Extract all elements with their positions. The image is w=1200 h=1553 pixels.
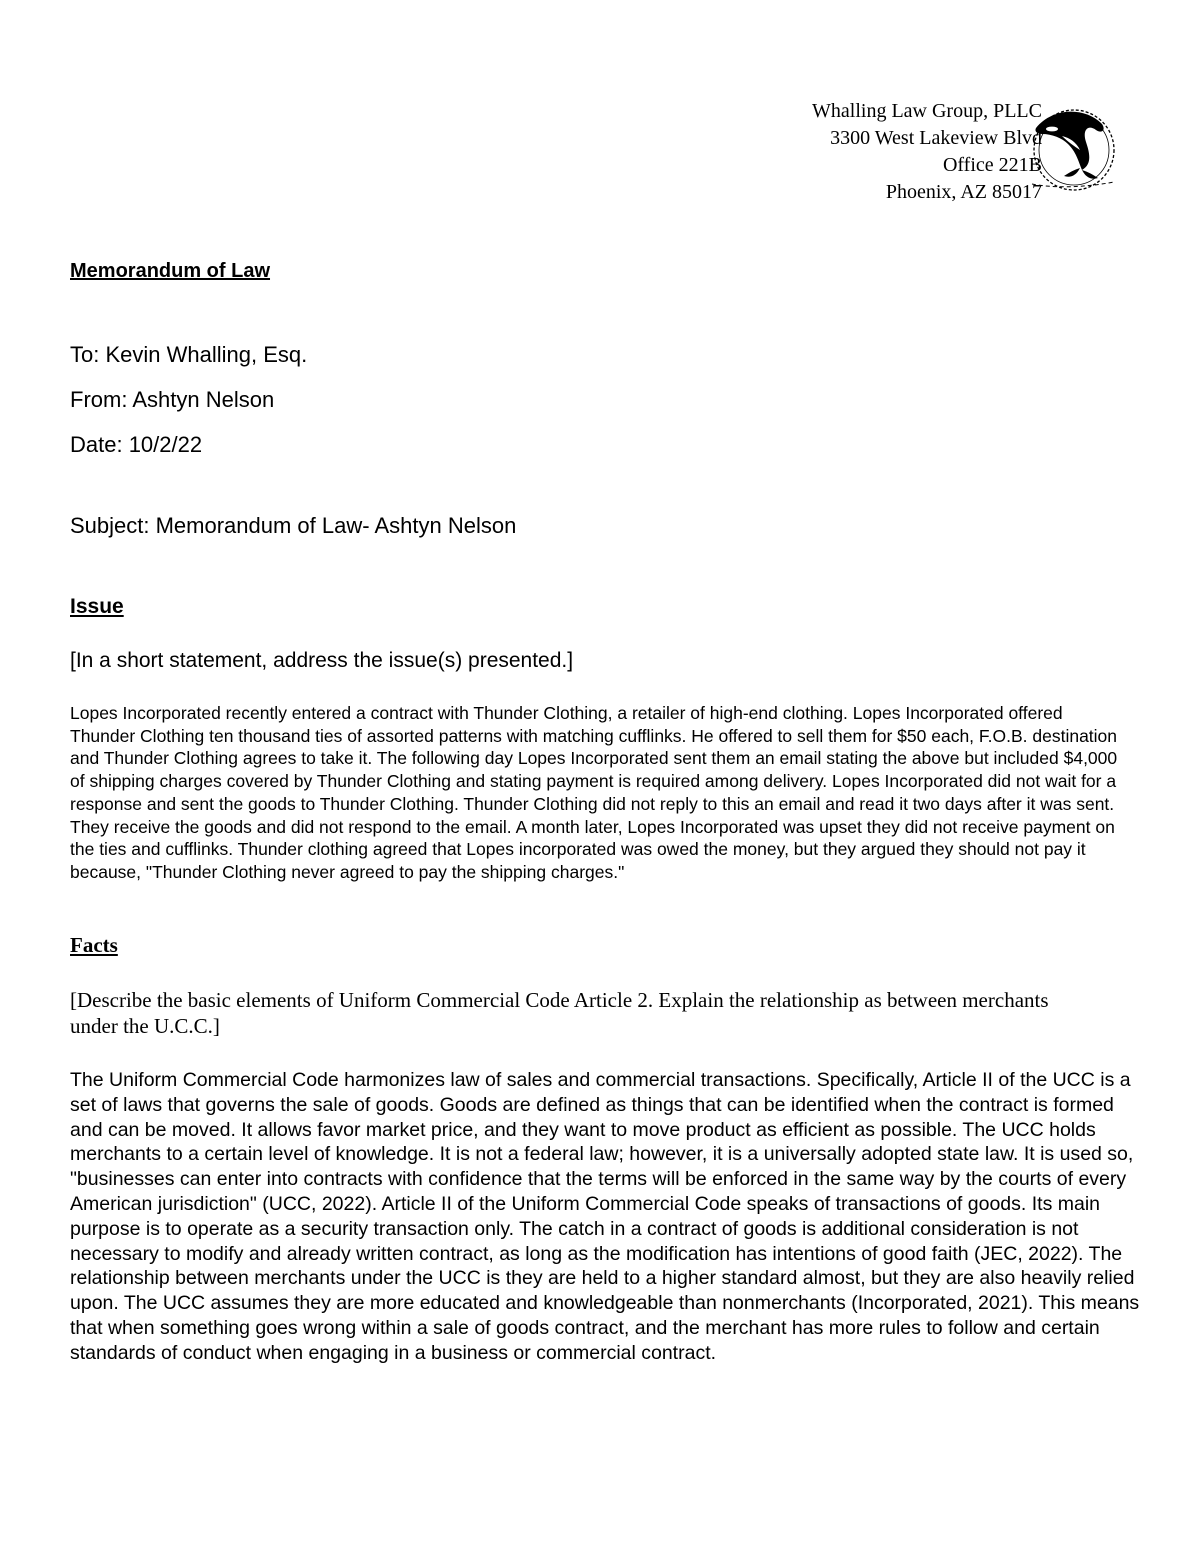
letterhead-address	[812, 98, 1042, 206]
office-number: Office 221B	[942, 154, 1042, 176]
memo-title: Memorandum of Law	[70, 260, 271, 282]
facts-prompt: [Describe the basic elements of Uniform Commercial Code Article 2. Explain the relationship as between merchants under the U.C.C.]	[70, 988, 1049, 1038]
issue-prompt: [In a short statement, address the issue(s) presented.]	[70, 649, 574, 672]
memo-from-line: From: Ashtyn Nelson	[70, 387, 275, 412]
orca-seal-icon	[1022, 100, 1118, 204]
memo-to-line: To: Kevin Whalling, Esq.	[70, 342, 308, 367]
facts-body-paragraph: The Uniform Commercial Code harmonizes law of sales and commercial transactions. Specifically, Article II of the UCC is a set of laws that governs the sale of goods. Goods are defined as things that can be identified when the contract is formed and can be moved. It allows favor market price, and they want to move product as efficient as possible. The UCC holds merchants to a certain level of knowledge. It is not a federal law; however, it is a universally adopted state law. It is used so, "businesses can enter into contracts with confidence that the terms will be enforced in the same way by the courts of every American jurisdiction" (UCC, 2022). Article II of the Uniform Commercial Code speaks of transactions of goods. Its main purpose is to operate as a security transaction only. The catch in a contract of goods is additional consideration is not necessary to modify and already written contract, as long as the modification has intentions of good faith (JEC, 2022). The relationship between merchants under the UCC is they are held to a higher standard almost, but they are also heavily relied upon. The UCC assumes they are more educated and knowledgeable than nonmerchants (Incorporated, 2021). This means that when something goes wrong within a sale of goods contract, and the merchant has more rules to follow and certain standards of conduct when engaging in a business or commercial contract.	[70, 1069, 1140, 1364]
facts-heading: Facts	[70, 933, 118, 957]
firm-name: Whalling Law Group, PLLC	[812, 100, 1042, 122]
memo-subject-line: Subject: Memorandum of Law- Ashtyn Nelson	[70, 513, 517, 538]
street-address: 3300 West Lakeview Blvd	[830, 127, 1042, 149]
city-state-zip: Phoenix, AZ 85017	[885, 181, 1042, 203]
issue-body-paragraph: Lopes Incorporated recently entered a contract with Thunder Clothing, a retailer of high-end clothing. Lopes Incorporated offered Thunder Clothing ten thousand ties of assorted patterns with matching cufflinks. He offered to sell them for $50 each, F.O.B. destination and Thunder Clothing agrees to take it. The following day Lopes Incorporated sent them an email stating the above but included $4,000 of shipping charges covered by Thunder Clothing and stating payment is required among delivery. Lopes Incorporated did not wait for a response and sent the goods to Thunder Clothing. Thunder Clothing did not reply to this an email and read it two days after it was sent. They receive the goods and did not respond to the email. A month later, Lopes Incorporated was upset they did not receive payment on the ties and cufflinks. Thunder clothing agreed that Lopes incorporated was owed the money, but they argued they should not pay it because, "Thunder Clothing never agreed to pay the shipping charges."	[70, 703, 1118, 882]
memo-date-line: Date: 10/2/22	[70, 432, 203, 457]
issue-heading: Issue	[70, 595, 124, 618]
